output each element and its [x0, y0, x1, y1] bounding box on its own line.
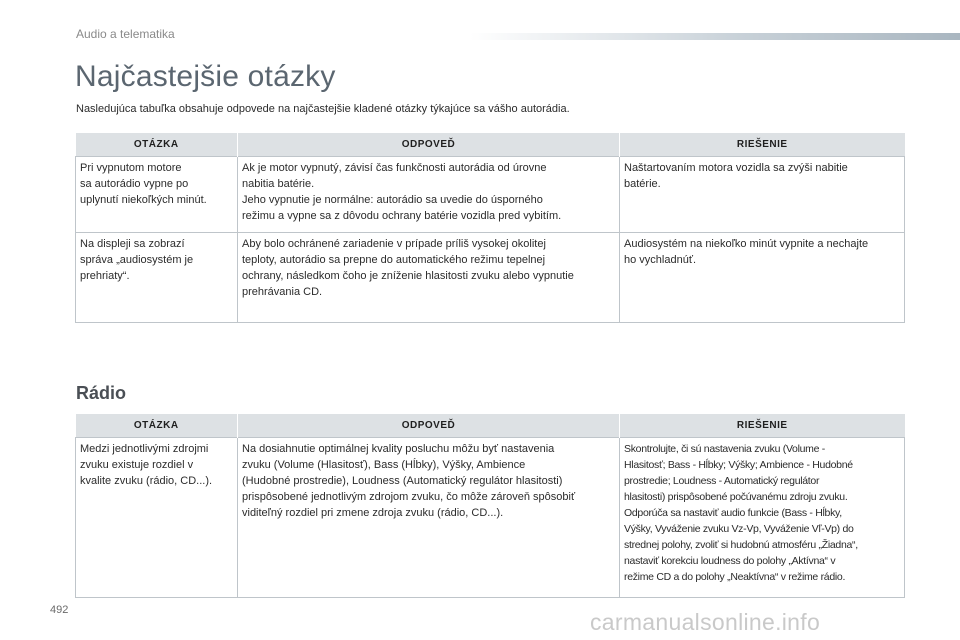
header-gradient-bar [470, 33, 960, 40]
header-solution: RIEŠENIE [620, 414, 905, 438]
text-line: Audiosystém na niekoľko minút vypnite a nechajte [624, 238, 869, 250]
section-label: Audio a telematika [76, 27, 175, 41]
text-line: Naštartovaním motora vozidla sa zvýši nabitie [624, 162, 848, 174]
intro-text: Nasledujúca tabuľka obsahuje odpovede na najčastejšie kladené otázky týkajúce sa vášho autorádia. [76, 103, 570, 115]
text-line: prehrávania CD. [242, 286, 323, 298]
text-line: režime CD a do polohy „Neaktívna“ v režime rádio. [624, 571, 846, 583]
header-answer: ODPOVEĎ [238, 133, 620, 157]
text-line: Odporúča sa nastaviť audio funkcie (Bass - Hĺbky, [624, 507, 842, 519]
text-line: prostredie; Loudness - Automatický regulátor [624, 475, 820, 487]
table-header-row [76, 414, 905, 438]
answer-cell [238, 438, 620, 598]
text-line: uplynutí niekoľkých minút. [80, 194, 207, 206]
text-line: Medzi jednotlivými zdrojmi [80, 443, 209, 455]
watermark: carmanualsonline.info [590, 609, 821, 635]
text-line: prehriaty“. [80, 270, 130, 282]
table-row [76, 438, 905, 598]
text-line: (Hudobné prostredie), Loudness (Automatický regulátor hlasitosti) [242, 475, 563, 487]
page-title: Najčastejšie otázky [75, 60, 336, 93]
header-answer: ODPOVEĎ [238, 414, 620, 438]
text-line: batérie. [624, 178, 661, 190]
text-line: strednej polohy, zvoliť si hudobnú atmosféru „Žiadna“, [624, 539, 858, 551]
solution-cell [620, 438, 905, 598]
section-title-radio: Rádio [76, 383, 127, 403]
text-line: Výšky, Vyváženie zvuku Vz-Vp, Vyváženie Vľ-Vp) do [624, 523, 854, 535]
text-line: viditeľný rozdiel pri zmene zdroja zvuku (rádio, CD...). [242, 507, 504, 519]
text-line: kvalite zvuku (rádio, CD...). [80, 475, 213, 487]
table-row [76, 233, 905, 323]
text-line: Ak je motor vypnutý, závisí čas funkčnosti autorádia od úrovne [242, 162, 547, 174]
header-question: OTÁZKA [76, 414, 238, 438]
page-number: 492 [50, 604, 69, 616]
text-line: Skontrolujte, či sú nastavenia zvuku (Volume - [624, 443, 825, 455]
table-row [76, 157, 905, 233]
text-line: Na dosiahnutie optimálnej kvality posluchu môžu byť nastavenia [242, 443, 555, 455]
text-line: Aby bolo ochránené zariadenie v prípade príliš vysokej okolitej [242, 238, 546, 250]
text-line: nastaviť korekciu loudness do polohy „Aktívna“ v [624, 555, 836, 567]
text-line: hlasitosti) prispôsobené počúvanému zdroju zvuku. [624, 491, 848, 503]
radio-table [75, 414, 905, 598]
text-line: zvuku existuje rozdiel v [80, 459, 194, 471]
question-cell [76, 157, 238, 233]
solution-cell [620, 157, 905, 233]
text-line: nabitia batérie. [242, 178, 315, 190]
text-line: prispôsobené jednotlivým zdrojom zvuku, čo môže zároveň spôsobiť [242, 491, 576, 503]
solution-cell [620, 233, 905, 323]
answer-cell [238, 157, 620, 233]
text-line: správa „audiosystém je [80, 254, 194, 266]
text-line: sa autorádio vypne po [80, 178, 189, 190]
question-cell [76, 233, 238, 323]
text-line: teploty, autorádio sa prepne do automatického režimu tepelnej [242, 254, 546, 266]
header-question: OTÁZKA [76, 133, 238, 157]
table-header-row [76, 133, 905, 157]
text-line: režimu a vypne sa z dôvodu ochrany batérie vozidla pred vybitím. [242, 210, 562, 222]
text-line: ochrany, následkom čoho je zníženie hlasitosti zvuku alebo vypnutie [242, 270, 574, 282]
text-line: Pri vypnutom motore [80, 162, 182, 174]
answer-cell [238, 233, 620, 323]
faq-table [75, 133, 905, 323]
text-line: Hlasitosť; Bass - Hĺbky; Výšky; Ambience - Hudobné [624, 459, 853, 471]
text-line: ho vychladnúť. [624, 254, 697, 266]
question-cell [76, 438, 238, 598]
text-line: Na displeji sa zobrazí [80, 238, 185, 250]
text-line: zvuku (Volume (Hlasitosť), Bass (Hĺbky), Výšky, Ambience [242, 459, 526, 471]
header-solution: RIEŠENIE [620, 133, 905, 157]
text-line: Jeho vypnutie je normálne: autorádio sa uvedie do úsporného [242, 194, 543, 206]
